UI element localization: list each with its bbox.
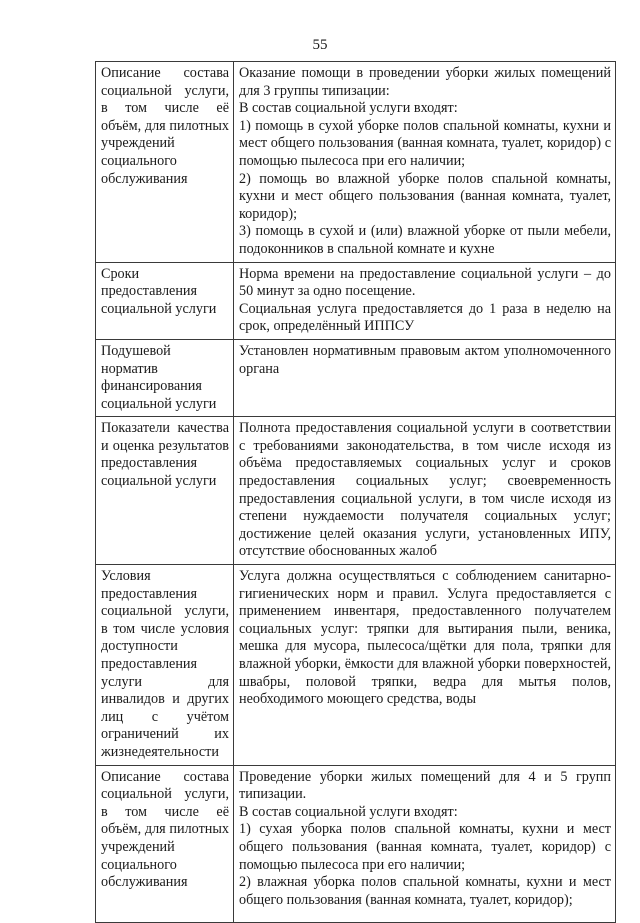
table-row <box>96 262 616 339</box>
page-number: 55 <box>312 37 328 53</box>
row-content <box>234 62 616 263</box>
content-line: 2) помощь во влажной уборке полов спальной комнаты, кухни и мест общего пользования (ванная комната, туалет, коридор); <box>239 170 611 222</box>
row-content <box>234 765 616 922</box>
content-line: 1) помощь в сухой уборке полов спальной комнаты, кухни и мест общего пользования (ванная комната, туалет, коридор) с помощью пылесоса при его наличии; <box>239 117 611 169</box>
row-content <box>234 262 616 339</box>
row-label: Описание состава социальной услуги, в том числе её объём, для пилотных учреждений социального обслуживания <box>96 62 234 263</box>
table-row <box>96 62 616 263</box>
table-row <box>96 565 616 766</box>
content-line: Полнота предоставления социальной услуги в соответствии с требованиями законодательства, в том числе исходя из объёма предоставляемых социальных услуг и сроков предоставления социальных услуг; своевременность предоставления социальной услуги, в том числе исходя из степени нуждаемости получателя социальных услуг; достижение целей оказания услуги, установленных ИПУ, отсутствие обоснованных жалоб <box>239 420 611 560</box>
content-line: Оказание помощи в проведении уборки жилых помещений для 3 группы типизации: <box>239 65 611 99</box>
table-row <box>96 417 616 565</box>
content-line: Проведение уборки жилых помещений для 4 и 5 групп типизации. <box>239 768 611 803</box>
table-row <box>96 765 616 922</box>
content-line: Норма времени на предоставление социальной услуги – до 50 минут за одно посещение. <box>239 265 611 300</box>
row-label: Показатели качества и оценка результатов предоставления социальной услуги <box>96 417 234 565</box>
row-content <box>234 339 616 416</box>
content-line: В состав социальной услуги входят: <box>239 100 458 117</box>
content-line: Услуга должна осуществляться с соблюдением санитарно-гигиенических норм и правил. Услуга предоставляется с применением инвентаря, предоставленного получателем социальных услуг: тряпки для вытирания пыли, веника, мешка для мусора, пылесоса/щётки для пола, тряпки для влажной уборки, ёмкости для влажной уборки поверхностей, швабры, половой тряпки, ведра для мытья полов, необходимого моющего средства, воды <box>239 568 611 708</box>
content-line: 1) сухая уборка полов спальной комнаты, кухни и мест общего пользования (ванная комната, туалет, коридор) с помощью пылесоса при его наличии; <box>239 821 611 873</box>
row-label: Подушевой норматив финансирования социальной услуги <box>96 339 234 416</box>
row-label: Описание состава социальной услуги, в том числе её объём, для пилотных учреждений социального обслуживания <box>96 765 234 922</box>
row-label: Условия предоставления социальной услуги, в том числе условия доступности предоставления услуги для инвалидов и других лиц с учётом ограничений их жизнедеятельности <box>96 565 234 766</box>
row-content <box>234 417 616 565</box>
content-line: Социальная услуга предоставляется до 1 раза в неделю на срок, определённый ИППСУ <box>239 300 611 335</box>
content-line: 2) влажная уборка полов спальной комнаты, кухни и мест общего пользования (ванная комната, туалет, коридор); <box>239 874 611 908</box>
service-description-table <box>95 61 616 923</box>
row-content <box>234 565 616 766</box>
table-row <box>96 339 616 416</box>
content-line: Установлен нормативным правовым актом уполномоченного органа <box>239 342 611 377</box>
content-line: 3) помощь в сухой и (или) влажной уборке от пыли мебели, подоконников в спальной комнате и кухне <box>239 223 611 257</box>
content-line: В состав социальной услуги входят: <box>239 803 458 820</box>
row-label: Сроки предоставления социальной услуги <box>96 262 234 339</box>
